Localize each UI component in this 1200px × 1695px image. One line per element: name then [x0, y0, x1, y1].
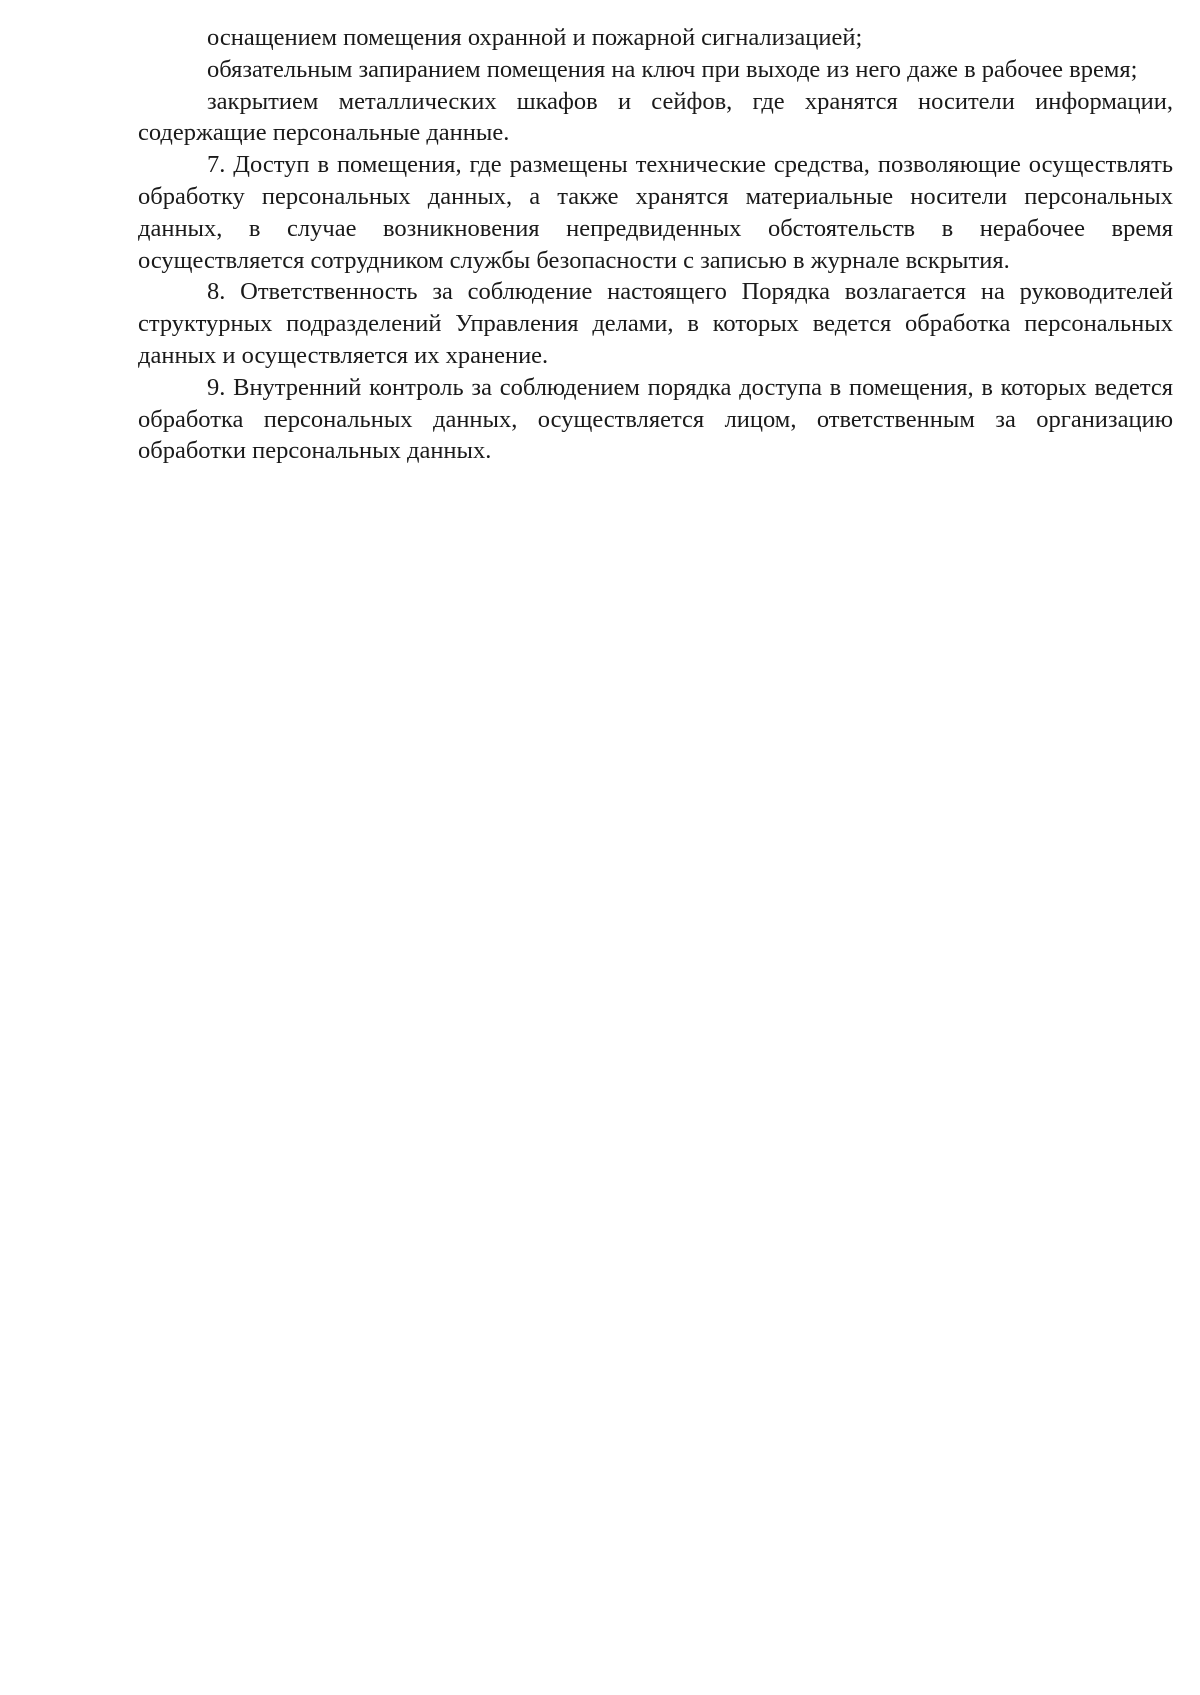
paragraph-item-7: 7. Доступ в помещения, где размещены технические средства, позволяющие осуществлять обработку персональных данных, а также хранятся материальные носители персональных данных, в случае возникновения непредвиденных обстоятельств в нерабочее время осуществляется сотрудником службы безопасности с записью в журнале вскрытия.	[138, 151, 1173, 274]
paragraph-item-9: 9. Внутренний контроль за соблюдением порядка доступа в помещения, в которых ведется обработка персональных данных, осуществляется лицом, ответственным за организацию обработки персональных данных.	[138, 373, 1173, 465]
paragraph-closing-cabinets: закрытием металлических шкафов и сейфов, где хранятся носители информации, содержащие персональные данные.	[138, 87, 1173, 147]
paragraph-item-8: 8. Ответственность за соблюдение настоящего Порядка возлагается на руководителей структурных подразделений Управления делами, в которых ведется обработка персональных данных и осуществляется их хранение.	[138, 278, 1173, 369]
document-body	[138, 22, 1173, 467]
paragraph-alarm-equipment: оснащением помещения охранной и пожарной сигнализацией;	[207, 24, 863, 51]
paragraph-locking-room: обязательным запиранием помещения на ключ при выходе из него даже в рабочее время;	[207, 55, 1138, 83]
